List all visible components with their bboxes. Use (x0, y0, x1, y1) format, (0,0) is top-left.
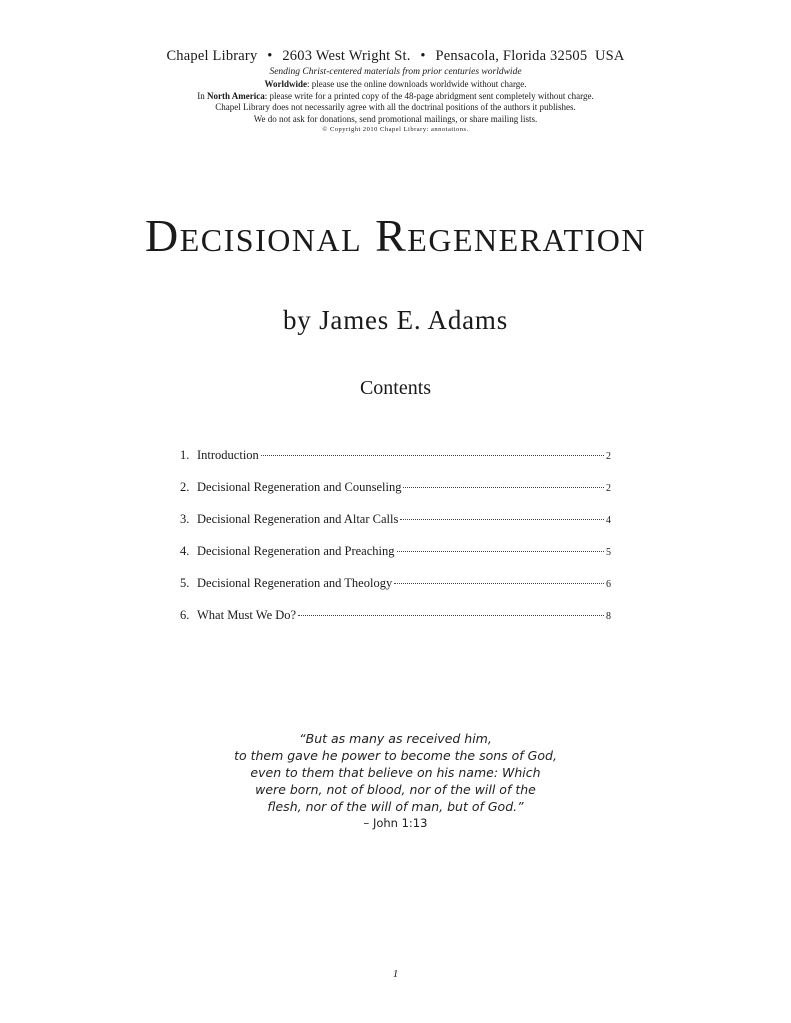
page-number: 1 (392, 968, 399, 980)
toc-title: Decisional Regeneration and Counseling (197, 480, 402, 494)
verse-line: flesh, nor of the will of man, but of God.” (267, 799, 524, 814)
publisher-name: Chapel Library (166, 48, 258, 64)
notice-worldwide (0, 79, 791, 91)
na-prefix: In (197, 90, 208, 101)
toc-title: Decisional Regeneration and Theology (197, 576, 393, 590)
street-address: 2603 West Wright St. (282, 48, 411, 64)
toc-entry[interactable] (180, 608, 611, 640)
toc-leader (298, 615, 604, 616)
disclaimer: Chapel Library does not necessarily agree with all the doctrinal positions of the authors it publishes. (215, 102, 576, 112)
document-title: Decisional Regeneration (145, 210, 646, 261)
toc-page: 2 (606, 451, 611, 462)
publisher-header (0, 47, 791, 135)
publisher-address (0, 47, 791, 65)
toc-entry[interactable] (180, 544, 611, 576)
toc-title: Introduction (197, 448, 259, 462)
toc-entry[interactable] (180, 512, 611, 544)
na-label: North America (207, 90, 265, 101)
contents-heading: Contents (359, 377, 432, 399)
separator: • (267, 48, 273, 64)
separator: • (420, 48, 426, 64)
tagline: Sending Christ-centered materials from prior centuries worldwide (269, 67, 522, 77)
author-line: by James E. Adams (282, 305, 509, 335)
country: USA (594, 48, 625, 64)
toc-entry[interactable] (180, 448, 611, 480)
toc-title: Decisional Regeneration and Altar Calls (197, 512, 399, 526)
toc-page: 5 (606, 547, 611, 558)
worldwide-label: Worldwide (264, 79, 307, 89)
copyright: © Copyright 2010 Chapel Library: annotations. (322, 126, 469, 133)
toc-page: 8 (606, 611, 611, 622)
worldwide-text: : please use the online downloads worldwide without charge. (306, 79, 527, 89)
notice-north-america (0, 91, 791, 103)
toc-number: 5. (180, 576, 190, 590)
verse-line: to them gave he power to become the sons of God, (234, 748, 557, 763)
toc-page: 6 (606, 579, 611, 590)
verse-reference: – John 1:13 (363, 816, 428, 830)
verse-line: were born, not of blood, nor of the will of the (255, 782, 536, 797)
toc-number: 4. (180, 544, 190, 558)
table-of-contents (180, 448, 611, 640)
toc-page: 2 (606, 483, 611, 494)
toc-entry[interactable] (180, 480, 611, 512)
city-address: Pensacola, Florida 32505 (435, 48, 588, 64)
scripture-quote (0, 730, 791, 832)
no-solicit-notice: We do not ask for donations, send promotional mailings, or share mailing lists. (253, 113, 538, 124)
toc-title: What Must We Do? (197, 608, 297, 622)
toc-entry[interactable] (180, 576, 611, 608)
toc-number: 3. (180, 512, 190, 526)
toc-leader (261, 455, 604, 456)
toc-number: 2. (180, 480, 190, 494)
na-text: : please write for a printed copy of the 48-page abridgment sent completely without charge. (264, 90, 594, 101)
toc-number: 1. (180, 448, 190, 462)
toc-leader (397, 551, 605, 552)
toc-leader (394, 583, 604, 584)
toc-leader (403, 487, 604, 488)
toc-title: Decisional Regeneration and Preaching (197, 544, 395, 558)
toc-leader (400, 519, 604, 520)
toc-page: 4 (606, 515, 611, 526)
verse-line: “But as many as received him, (299, 731, 492, 746)
verse-line: even to them that believe on his name: Which (250, 765, 541, 780)
toc-number: 6. (180, 608, 190, 622)
